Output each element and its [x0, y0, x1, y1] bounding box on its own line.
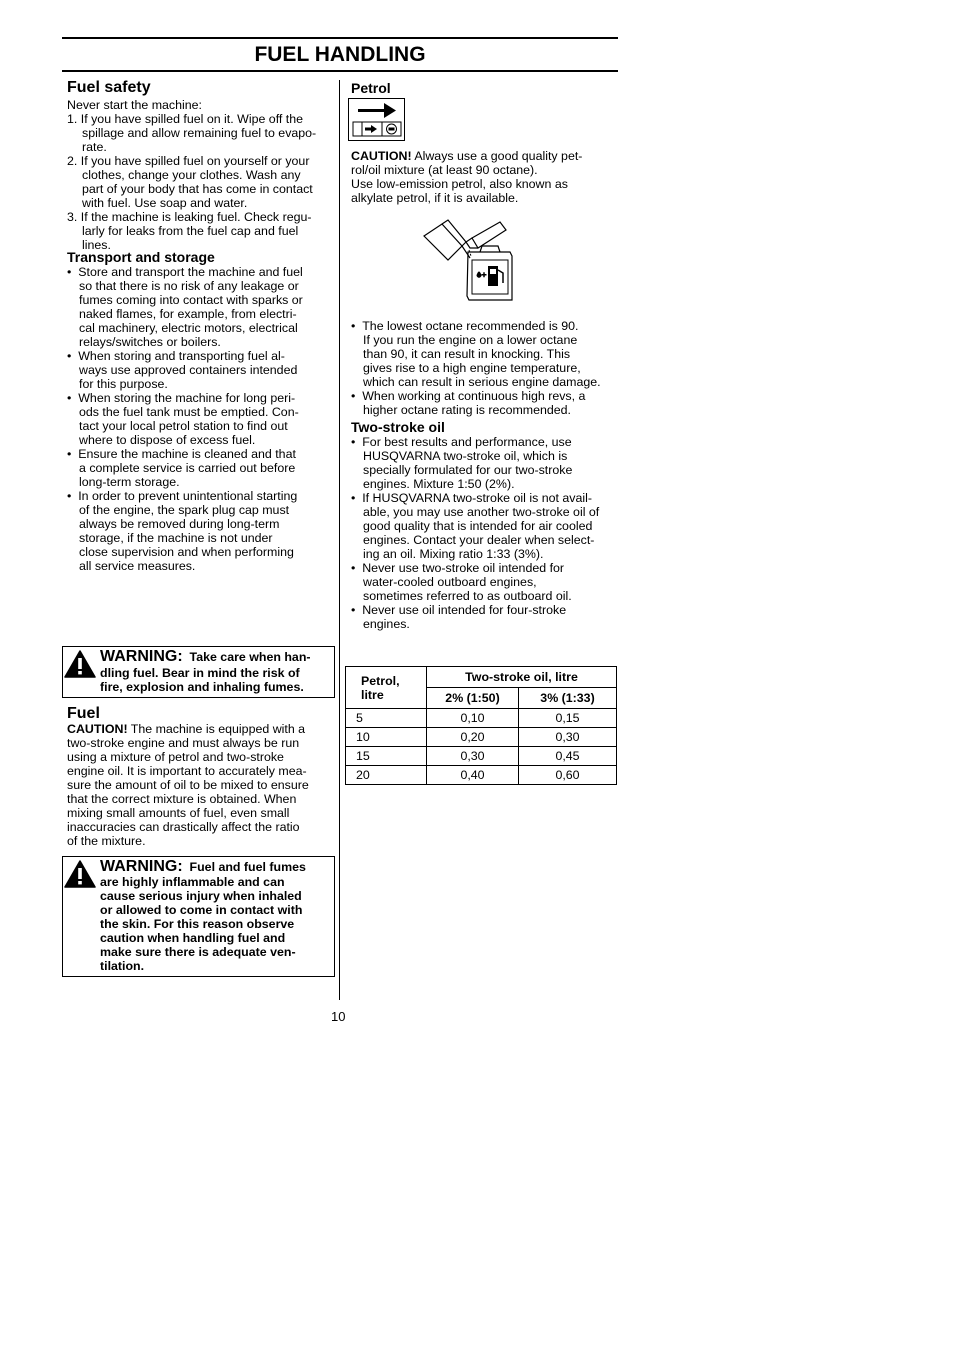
warning2-line: or allowed to come in contact with [100, 903, 303, 917]
table-cell: 0,30 [519, 728, 617, 747]
bullet-text: When working at continuous high revs, a [362, 389, 586, 403]
petrol-line: Use low‑emission petrol, also known as [351, 177, 568, 191]
bullet-line: always be removed during long‑term [79, 517, 280, 531]
two-stroke-bullet: • If HUSQVARNA two‑stroke oil is not avail- [351, 491, 592, 505]
petrol-bullet: • The lowest octane recommended is 90. [351, 319, 579, 333]
fuel-safety-item-line: lines. [82, 238, 111, 252]
petrol-caution-label: CAUTION! [351, 149, 412, 163]
table-cell: 0,60 [519, 766, 617, 785]
bullet-text: When storing and transporting fuel al- [78, 349, 285, 363]
two-stroke-bullet: • Never use two‑stroke oil intended for [351, 561, 565, 575]
table-row [346, 728, 617, 747]
fuel-caution-label: CAUTION! [67, 722, 128, 736]
bullet-line: good quality that is intended for air cooled [363, 519, 593, 533]
two-stroke-bullet: • Never use oil intended for four‑stroke [351, 603, 567, 617]
bullet-line: If you run the engine on a lower octane [363, 333, 578, 347]
transport-bullet: • Store and transport the machine and fuel [67, 265, 303, 279]
transport-heading: Transport and storage [67, 249, 215, 265]
bullet-line: fumes coming into contact with sparks or [79, 293, 303, 307]
warning2-line: tilation. [100, 959, 145, 973]
table-row [346, 709, 617, 728]
table-row [346, 766, 617, 785]
fuel-safety-item-line: larly for leaks from the fuel cap and fuel [82, 224, 299, 238]
warning2-line: are highly inflammable and can [100, 875, 285, 889]
table-cell: 15 [346, 747, 427, 766]
bullet-line: a complete service is carried out before [79, 461, 296, 475]
fuel-safety-item-line: with fuel. Use soap and water. [82, 196, 248, 210]
table-cell: 5 [346, 709, 427, 728]
warning-box-fuel-fumes [62, 856, 335, 977]
fuel-line: The machine is equipped with a [130, 722, 306, 736]
table-cell: 0,30 [427, 747, 519, 766]
fuel-safety-item: 3. If the machine is leaking fuel. Check regu- [67, 210, 312, 224]
fuel-line: sure the amount of oil to be mixed to ensure [67, 778, 309, 792]
bullet-line: storage, if the machine is not under [79, 531, 273, 545]
warning2-line: cause serious injury when inhaled [100, 889, 302, 903]
bullet-text: The lowest octane recommended is 90. [362, 319, 579, 333]
fuel-safety-text [67, 98, 316, 252]
fuel-mixing-illustration-icon [420, 218, 516, 304]
fuel-safety-item-line: part of your body that has come in contact [82, 182, 313, 196]
fuel-caution-line [67, 722, 309, 736]
petrol-caution-text [351, 149, 582, 205]
mixing-ratio-table [345, 666, 617, 785]
top-rule [62, 37, 618, 39]
warning2-line: the skin. For this reason observe [100, 917, 295, 931]
three-percent-header: 3% (1:33) [519, 688, 617, 709]
bullet-line: able, you may use another two‑stroke oil of [363, 505, 600, 519]
bullet-text: For best results and performance, use [362, 435, 572, 449]
bullet-text: Store and transport the machine and fuel [78, 265, 303, 279]
table-row [346, 747, 617, 766]
petrol-line: rol/oil mixture (at least 90 octane). [351, 163, 538, 177]
column-divider [339, 80, 340, 1000]
petrol-line: alkylate petrol, if it is available. [351, 191, 519, 205]
fuel-safety-item-line: rate. [82, 140, 107, 154]
table-cell: 0,20 [427, 728, 519, 747]
warning1-line: dling fuel. Bear in mind the risk of [100, 666, 300, 680]
table-cell: 0,10 [427, 709, 519, 728]
fuel-arrow-symbol-icon [348, 98, 405, 141]
table-cell: 0,15 [519, 709, 617, 728]
warning-triangle-icon [64, 650, 96, 678]
fuel-safety-item-line: spillage and allow remaining fuel to evapo- [82, 126, 317, 140]
bullet-line: engines. Contact your dealer when select- [363, 533, 595, 547]
bullet-line: higher octane rating is recommended. [363, 403, 572, 417]
bullet-text: If HUSQVARNA two‑stroke oil is not avail- [362, 491, 592, 505]
fuel-safety-item-line: clothes, change your clothes. Wash any [82, 168, 301, 182]
fuel-line: using a mixture of petrol and two‑stroke [67, 750, 284, 764]
bullet-text: Ensure the machine is cleaned and that [78, 447, 296, 461]
bullet-line: than 90, it can result in knocking. This [363, 347, 571, 361]
bullet-line: of the engine, the spark plug cap must [79, 503, 290, 517]
petrol-bullets [351, 319, 601, 417]
two-stroke-heading: Two‑stroke oil [351, 419, 445, 435]
bullet-line: specially formulated for our two‑stroke [363, 463, 573, 477]
petrol-heading: Petrol [351, 80, 391, 96]
transport-bullet: • When storing the machine for long peri- [67, 391, 296, 405]
bullet-line: gives rise to a high engine temperature, [363, 361, 581, 375]
bullet-text: When storing the machine for long peri- [78, 391, 296, 405]
bullet-text: In order to prevent unintentional starting [78, 489, 298, 503]
title-rule [62, 70, 618, 72]
table-cell: 0,45 [519, 747, 617, 766]
petrol-litre-header [346, 667, 427, 709]
header-text: litre [361, 687, 384, 702]
fuel-safety-item: 2. If you have spilled fuel on yourself or your [67, 154, 310, 168]
fuel-line: engine oil. It is important to accurately mea- [67, 764, 307, 778]
bullet-line: close supervision and when performing [79, 545, 294, 559]
fuel-text [67, 722, 309, 848]
warning1-line [100, 650, 311, 664]
page-title: FUEL HANDLING [254, 43, 426, 66]
transport-bullet: • In order to prevent unintentional starting [67, 489, 298, 503]
bullet-line: ods the fuel tank must be emptied. Con- [79, 405, 299, 419]
transport-bullet: • When storing and transporting fuel al- [67, 349, 285, 363]
table-header-row [346, 667, 617, 688]
bullet-line: where to dispose of excess fuel. [79, 433, 256, 447]
table-cell: 20 [346, 766, 427, 785]
bullet-line: water‑cooled outboard engines, [363, 575, 537, 589]
fuel-line: of the mixture. [67, 834, 146, 848]
fuel-line: two‑stroke engine and must always be run [67, 736, 300, 750]
warning1-line: fire, explosion and inhaling fumes. [100, 680, 304, 694]
bullet-line: long‑term storage. [79, 475, 180, 489]
petrol-line: Always use a good quality pet- [414, 149, 583, 163]
bullet-text: Never use two‑stroke oil intended for [362, 561, 565, 575]
bullet-line: cal machinery, electric motors, electrical [79, 321, 298, 335]
bullet-line: ways use approved containers intended [79, 363, 298, 377]
warning2-label: WARNING: [100, 858, 183, 875]
fuel-safety-heading: Fuel safety [67, 79, 151, 96]
two-stroke-oil-header: Two‑stroke oil, litre [427, 667, 617, 688]
warning1-text: Take care when han- [189, 650, 311, 664]
bullet-line: ing an oil. Mixing ratio 1:33 (3%). [363, 547, 544, 561]
petrol-bullet: • When working at continuous high revs, a [351, 389, 586, 403]
transport-bullet: • Ensure the machine is cleaned and that [67, 447, 296, 461]
warning-triangle-icon [64, 860, 96, 888]
two-stroke-bullet: • For best results and performance, use [351, 435, 572, 449]
fuel-line: mixing small amounts of fuel, even small [67, 806, 290, 820]
bullet-line: engines. [363, 617, 410, 631]
bullet-line: tact your local petrol station to find out [79, 419, 288, 433]
warning2-line: caution when handling fuel and [100, 931, 286, 945]
bullet-line: HUSQVARNA two‑stroke oil, which is [363, 449, 568, 463]
table-cell: 10 [346, 728, 427, 747]
bullet-line: for this purpose. [79, 377, 168, 391]
fuel-safety-intro: Never start the machine: [67, 98, 202, 112]
two-percent-header: 2% (1:50) [427, 688, 519, 709]
page-number: 10 [331, 1009, 346, 1024]
warning2-text: Fuel and fuel fumes [189, 860, 306, 874]
bullet-line: sometimes referred to as outboard oil. [363, 589, 572, 603]
bullet-line: which can result in serious engine damage. [363, 375, 601, 389]
warning2-line [100, 860, 306, 874]
bullet-line: engines. Mixture 1:50 (2%). [363, 477, 515, 491]
bullet-line: naked flames, for example, from electri- [79, 307, 297, 321]
fuel-line: inaccuracies can drastically affect the ratio [67, 820, 300, 834]
fuel-heading: Fuel [67, 705, 100, 722]
warning2-line: make sure there is adequate ven- [100, 945, 296, 959]
transport-text [67, 265, 303, 573]
fuel-line: that the correct mixture is obtained. When [67, 792, 297, 806]
bullet-line: relays/switches or boilers. [79, 335, 221, 349]
petrol-caution-line [351, 149, 582, 163]
fuel-safety-item: 1. If you have spilled fuel on it. Wipe off the [67, 112, 304, 126]
bullet-text: Never use oil intended for four‑stroke [362, 603, 567, 617]
two-stroke-bullets [351, 435, 599, 631]
bullet-line: all service measures. [79, 559, 196, 573]
warning1-label: WARNING: [100, 648, 183, 665]
header-text: Petrol, [361, 673, 400, 688]
warning-box-fuel-handling [62, 646, 335, 698]
table-cell: 0,40 [427, 766, 519, 785]
bullet-line: so that there is no risk of any leakage or [79, 279, 299, 293]
